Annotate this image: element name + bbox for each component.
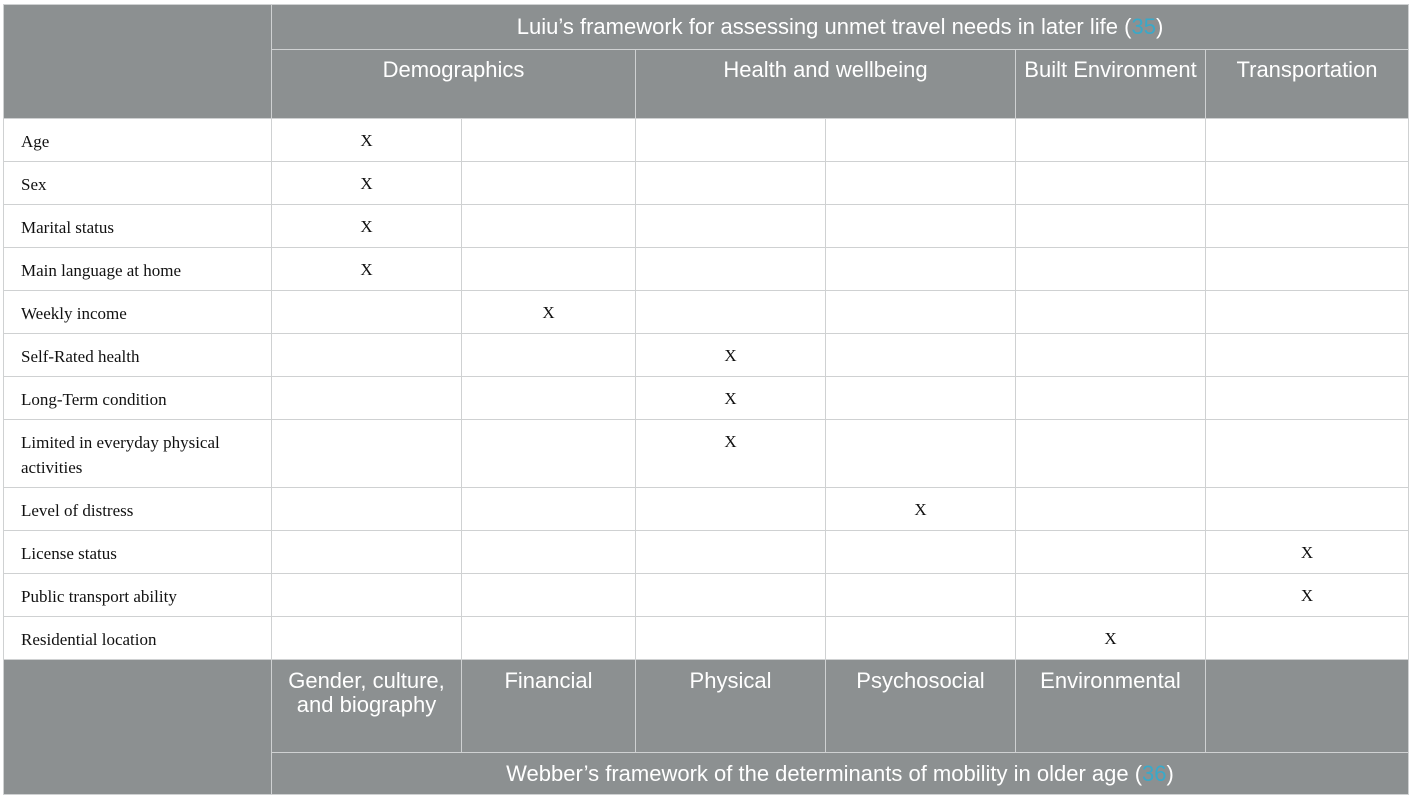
table-cell: [826, 420, 1016, 488]
table-cell: [272, 205, 462, 248]
cell-mark: [462, 488, 635, 497]
table-cell: [1016, 248, 1206, 291]
bottom-category-row: [4, 660, 1409, 753]
cell-mark: [462, 420, 635, 429]
top-title-row: [4, 5, 1409, 50]
table-cell: [462, 119, 636, 162]
table-cell: [272, 162, 462, 205]
cell-mark: [272, 291, 461, 300]
cell-mark: [272, 420, 461, 429]
cell-mark: [1016, 574, 1205, 583]
cell-mark: [826, 205, 1015, 214]
cell-mark: X: [360, 131, 373, 150]
table-row: [4, 617, 1409, 660]
row-label-text: Marital status: [21, 218, 115, 237]
cell-mark: [462, 162, 635, 171]
table-cell: [826, 488, 1016, 531]
row-label: [4, 574, 272, 617]
table-row: [4, 377, 1409, 420]
cell-mark: [272, 488, 461, 497]
cell-mark: [826, 119, 1015, 128]
table-row: [4, 248, 1409, 291]
category-label: Financial: [504, 668, 593, 693]
cell-mark: [1016, 205, 1205, 214]
cell-mark: [1206, 248, 1408, 257]
row-label: [4, 377, 272, 420]
luiu-title-text: Luiu’s framework for assessing unmet travel needs in later life: [516, 14, 1118, 39]
table-cell: [272, 531, 462, 574]
category-label: Gender, culture, and biography: [288, 668, 445, 717]
row-label: [4, 162, 272, 205]
row-label: [4, 205, 272, 248]
table-cell: [636, 377, 826, 420]
table-row: [4, 205, 1409, 248]
row-label: [4, 531, 272, 574]
table-row: [4, 119, 1409, 162]
table-cell: [826, 377, 1016, 420]
cell-mark: [462, 334, 635, 343]
table-cell: [826, 617, 1016, 660]
cell-mark: [826, 291, 1015, 300]
cell-mark: [1016, 248, 1205, 257]
table-cell: [1206, 617, 1409, 660]
cell-mark: X: [542, 303, 555, 322]
cell-mark: [826, 334, 1015, 343]
row-label-text: Limited in everyday physical activities: [21, 433, 220, 477]
cell-mark: X: [1300, 543, 1314, 562]
cell-mark: [1016, 531, 1205, 540]
group-transportation: Transportation: [1206, 50, 1409, 119]
cell-mark: [1206, 119, 1408, 128]
cell-mark: [462, 377, 635, 386]
group-demographics: Demographics: [272, 50, 636, 119]
cell-mark: X: [1300, 586, 1314, 605]
cell-mark: [272, 377, 461, 386]
cell-mark: [636, 205, 825, 214]
cell-mark: [1016, 377, 1205, 386]
table-cell: [826, 291, 1016, 334]
table-cell: [1206, 488, 1409, 531]
cell-mark: [1016, 488, 1205, 497]
table-cell: [826, 205, 1016, 248]
cell-mark: [272, 531, 461, 540]
cell-mark: [1016, 420, 1205, 429]
table-cell: [1016, 420, 1206, 488]
cell-mark: [462, 574, 635, 583]
framework-table: [3, 4, 1409, 795]
table-row: [4, 162, 1409, 205]
table-cell: [272, 617, 462, 660]
cell-mark: X: [724, 432, 737, 451]
table-cell: [1016, 377, 1206, 420]
cell-mark: [636, 617, 825, 626]
table-cell: [1016, 162, 1206, 205]
cell-mark: [272, 617, 461, 626]
group-built-environment: Built Environment: [1016, 50, 1206, 119]
cell-mark: [1206, 377, 1408, 386]
table-cell: [1206, 531, 1409, 574]
table-cell: [462, 291, 636, 334]
cell-mark: [1206, 334, 1408, 343]
category-label: Physical: [689, 668, 772, 693]
cell-mark: [1206, 488, 1408, 497]
header-corner: [4, 5, 272, 119]
row-label: [4, 617, 272, 660]
cell-mark: [462, 205, 635, 214]
table-cell: [636, 205, 826, 248]
cell-mark: [1206, 420, 1408, 429]
table-cell: [272, 248, 462, 291]
cell-mark: [826, 574, 1015, 583]
table-cell: [1016, 334, 1206, 377]
cell-mark: [826, 531, 1015, 540]
cell-mark: [462, 617, 635, 626]
table-cell: [462, 334, 636, 377]
cell-mark: X: [724, 389, 737, 408]
table-row: [4, 574, 1409, 617]
cell-mark: [636, 574, 825, 583]
cell-mark: [826, 377, 1015, 386]
webber-title-text: Webber’s framework of the determinants of mobility in older age: [506, 760, 1129, 786]
table-cell: [1016, 617, 1206, 660]
table-cell: [462, 248, 636, 291]
cell-mark: [826, 617, 1015, 626]
cell-mark: [826, 162, 1015, 171]
table-cell: [636, 248, 826, 291]
cell-mark: [462, 531, 635, 540]
table-cell: [1016, 488, 1206, 531]
row-label-text: License status: [21, 544, 117, 563]
table-cell: [636, 119, 826, 162]
row-label: [4, 420, 272, 488]
row-label-text: Self-Rated health: [21, 347, 140, 366]
table-cell: [272, 334, 462, 377]
table-cell: [1016, 574, 1206, 617]
cell-mark: X: [914, 500, 927, 519]
row-label: [4, 291, 272, 334]
table-row: [4, 334, 1409, 377]
table-cell: [636, 488, 826, 531]
row-label: [4, 248, 272, 291]
table-cell: [826, 119, 1016, 162]
table-cell: [272, 420, 462, 488]
row-label-text: Main language at home: [21, 261, 182, 280]
table-cell: [272, 291, 462, 334]
table-row: [4, 488, 1409, 531]
cell-mark: [636, 291, 825, 300]
table-cell: [636, 334, 826, 377]
table-cell: [1206, 420, 1409, 488]
table-cell: [1206, 162, 1409, 205]
cell-mark: X: [360, 260, 373, 279]
table-cell: [636, 617, 826, 660]
table-cell: [462, 377, 636, 420]
table-cell: [636, 531, 826, 574]
category-gender-culture-biography: [272, 660, 462, 753]
row-label-text: Sex: [21, 175, 47, 194]
table-row: [4, 291, 1409, 334]
cell-mark: [272, 334, 461, 343]
table-cell: [636, 574, 826, 617]
cell-mark: [1016, 291, 1205, 300]
table-cell: [272, 119, 462, 162]
cell-mark: [636, 162, 825, 171]
cell-mark: X: [724, 346, 737, 365]
table-cell: [462, 488, 636, 531]
table-row: [4, 420, 1409, 488]
table-cell: [462, 420, 636, 488]
cell-mark: [636, 119, 825, 128]
category-physical: [636, 660, 826, 753]
webber-framework-title: Webber’s framework of the determinants of mobility in older age (36): [272, 753, 1409, 795]
table-row: [4, 531, 1409, 574]
category-environmental: [1016, 660, 1206, 753]
cell-mark: [1016, 119, 1205, 128]
table-cell: [272, 574, 462, 617]
table-cell: [1206, 248, 1409, 291]
table-cell: [826, 574, 1016, 617]
table-cell: [636, 291, 826, 334]
cell-mark: [272, 574, 461, 583]
row-label: [4, 488, 272, 531]
row-label-text: Level of distress: [21, 501, 134, 520]
cell-mark: [826, 420, 1015, 429]
group-health-and-wellbeing: Health and wellbeing: [636, 50, 1016, 119]
table-cell: [1206, 574, 1409, 617]
cell-mark: [826, 248, 1015, 257]
table-cell: [1206, 119, 1409, 162]
table-cell: [1206, 205, 1409, 248]
table-cell: [1016, 291, 1206, 334]
cell-mark: [1016, 162, 1205, 171]
table-cell: [826, 162, 1016, 205]
luiu-reference-link[interactable]: 35: [1131, 14, 1156, 39]
webber-reference-link[interactable]: 36: [1142, 760, 1167, 786]
table-cell: [1206, 377, 1409, 420]
table-cell: [462, 531, 636, 574]
row-label-text: Public transport ability: [21, 587, 177, 606]
table-cell: [1016, 119, 1206, 162]
cell-mark: [462, 248, 635, 257]
cell-mark: [1206, 162, 1408, 171]
table-cell: [636, 420, 826, 488]
category-label: Psychosocial: [856, 668, 985, 693]
category-financial: [462, 660, 636, 753]
category-label: Environmental: [1040, 668, 1181, 693]
table-cell: [462, 205, 636, 248]
category-psychosocial: [826, 660, 1016, 753]
table-cell: [826, 531, 1016, 574]
table-cell: [462, 162, 636, 205]
cell-mark: [462, 119, 635, 128]
cell-mark: [1206, 617, 1408, 626]
row-label-text: Age: [21, 132, 50, 151]
cell-mark: [1206, 205, 1408, 214]
category-empty: [1206, 660, 1409, 753]
footer-corner: [4, 660, 272, 795]
cell-mark: [636, 531, 825, 540]
table-cell: [826, 248, 1016, 291]
table-cell: [272, 377, 462, 420]
luiu-framework-title: Luiu’s framework for assessing unmet travel needs in later life (35): [272, 5, 1409, 50]
cell-mark: X: [360, 174, 373, 193]
table-cell: [1016, 531, 1206, 574]
row-label-text: Long-Term condition: [21, 390, 167, 409]
cell-mark: [1206, 291, 1408, 300]
cell-mark: X: [360, 217, 373, 236]
table-cell: [1206, 334, 1409, 377]
table-cell: [1016, 205, 1206, 248]
table-cell: [826, 334, 1016, 377]
row-label-text: Weekly income: [21, 304, 127, 323]
table-cell: [1206, 291, 1409, 334]
table-cell: [272, 488, 462, 531]
cell-mark: [1016, 334, 1205, 343]
row-label-text: Residential location: [21, 630, 157, 649]
row-label: [4, 119, 272, 162]
cell-mark: [636, 488, 825, 497]
table-cell: [462, 617, 636, 660]
table-cell: [462, 574, 636, 617]
row-label: [4, 334, 272, 377]
cell-mark: [636, 248, 825, 257]
cell-mark: X: [1104, 629, 1117, 648]
table-cell: [636, 162, 826, 205]
